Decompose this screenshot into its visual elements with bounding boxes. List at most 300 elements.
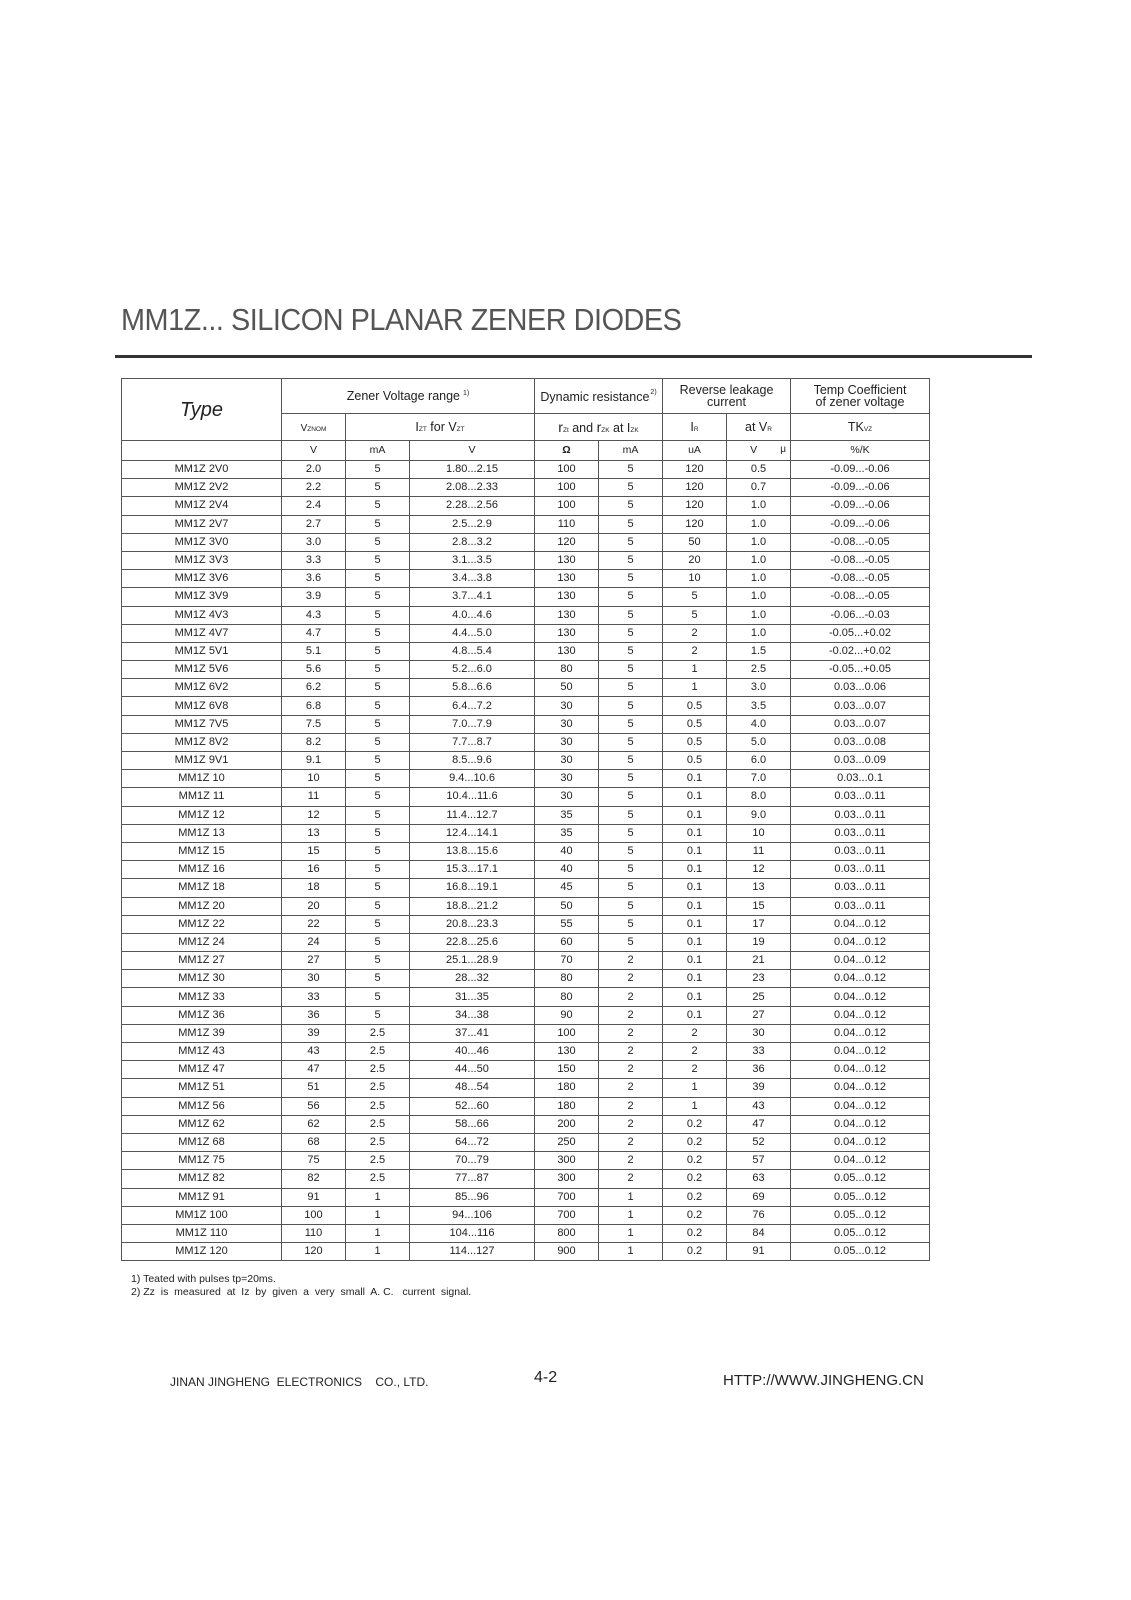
cell-izk: 5 [599,606,663,624]
cell-type: MM1Z 2V2 [122,479,282,497]
cell-rzt: 800 [535,1224,599,1242]
cell-izt: 2.5 [346,1097,410,1115]
and-text: and [568,420,597,435]
cell-ir: 120 [663,461,727,479]
cell-izt: 5 [346,588,410,606]
vr-subscript: R [767,425,772,433]
table-row [122,788,930,806]
cell-vznom: 16 [282,861,346,879]
cell-type: MM1Z 110 [122,1224,282,1242]
footnotes [131,1273,471,1299]
cell-izt: 5 [346,697,410,715]
cell-tkvz: 0.04...0.12 [791,1152,930,1170]
cell-vznom: 15 [282,842,346,860]
cell-vz-range: 25.1...28.9 [410,952,535,970]
cell-izt: 5 [346,733,410,751]
cell-rzt: 40 [535,842,599,860]
cell-izt: 5 [346,551,410,569]
cell-izk: 5 [599,697,663,715]
cell-rzt: 50 [535,897,599,915]
cell-izk: 2 [599,952,663,970]
table-row [122,479,930,497]
cell-vr: 76 [727,1206,791,1224]
cell-vr: 1.0 [727,570,791,588]
cell-izk: 5 [599,897,663,915]
unit-v-vr [727,441,791,461]
cell-izk: 1 [599,1188,663,1206]
cell-izk: 5 [599,479,663,497]
cell-vz-range: 40...46 [410,1043,535,1061]
cell-vz-range: 70...79 [410,1152,535,1170]
cell-type: MM1Z 24 [122,933,282,951]
cell-vz-range: 18.8...21.2 [410,897,535,915]
cell-vz-range: 15.3...17.1 [410,861,535,879]
cell-type: MM1Z 56 [122,1097,282,1115]
vznom-header [282,414,346,441]
cell-tkvz: 0.03...0.11 [791,788,930,806]
cell-izt: 5 [346,461,410,479]
cell-izk: 2 [599,970,663,988]
cell-tkvz: -0.08...-0.05 [791,551,930,569]
cell-vz-range: 9.4...10.6 [410,770,535,788]
cell-tkvz: 0.04...0.12 [791,1097,930,1115]
cell-izk: 2 [599,1097,663,1115]
cell-vz-range: 94...106 [410,1206,535,1224]
cell-type: MM1Z 22 [122,915,282,933]
cell-tkvz: -0.08...-0.05 [791,588,930,606]
cell-rzt: 80 [535,970,599,988]
cell-vznom: 3.9 [282,588,346,606]
cell-izk: 5 [599,733,663,751]
cell-tkvz: 0.04...0.12 [791,1043,930,1061]
cell-ir: 0.1 [663,1006,727,1024]
cell-ir: 0.1 [663,842,727,860]
cell-vz-range: 10.4...11.6 [410,788,535,806]
table-row [122,1097,930,1115]
cell-vr: 1.0 [727,606,791,624]
ir-header [663,414,727,441]
cell-ir: 10 [663,570,727,588]
cell-type: MM1Z 5V1 [122,642,282,660]
cell-type: MM1Z 4V3 [122,606,282,624]
cell-type: MM1Z 62 [122,1115,282,1133]
cell-izk: 5 [599,570,663,588]
cell-vznom: 30 [282,970,346,988]
cell-izt: 5 [346,988,410,1006]
cell-izk: 2 [599,1061,663,1079]
table-row [122,897,930,915]
dynamic-resistance-header [535,379,663,414]
cell-vznom: 22 [282,915,346,933]
cell-type: MM1Z 13 [122,824,282,842]
cell-rzt: 30 [535,715,599,733]
cell-vz-range: 52...60 [410,1097,535,1115]
cell-vr: 52 [727,1133,791,1151]
cell-type: MM1Z 2V0 [122,461,282,479]
cell-type: MM1Z 68 [122,1133,282,1151]
unit-ma-izk: mA [599,441,663,461]
table-row [122,533,930,551]
cell-vznom: 8.2 [282,733,346,751]
table-row [122,861,930,879]
cell-izt: 5 [346,497,410,515]
cell-izk: 2 [599,1152,663,1170]
cell-izk: 2 [599,988,663,1006]
cell-izk: 5 [599,624,663,642]
cell-tkvz: 0.04...0.12 [791,970,930,988]
rzk-symbol: r [596,418,602,435]
cell-vznom: 47 [282,1061,346,1079]
cell-type: MM1Z 11 [122,788,282,806]
cell-izt: 5 [346,533,410,551]
cell-ir: 1 [663,661,727,679]
cell-type: MM1Z 36 [122,1006,282,1024]
cell-rzt: 180 [535,1079,599,1097]
cell-tkvz: 0.04...0.12 [791,988,930,1006]
cell-vr: 19 [727,933,791,951]
rzk-subscript: ZK [601,426,610,434]
table-row [122,1243,930,1261]
cell-type: MM1Z 8V2 [122,733,282,751]
cell-vznom: 3.3 [282,551,346,569]
cell-ir: 0.2 [663,1243,727,1261]
cell-izt: 5 [346,824,410,842]
cell-izt: 5 [346,515,410,533]
cell-vr: 33 [727,1043,791,1061]
header-row-units [122,441,930,461]
cell-izt: 5 [346,715,410,733]
cell-vz-range: 6.4...7.2 [410,697,535,715]
cell-vr: 4.0 [727,715,791,733]
cell-tkvz: 0.05...0.12 [791,1224,930,1242]
cell-vz-range: 44...50 [410,1061,535,1079]
rzt-subscript: Zt [562,426,569,434]
cell-izt: 2.5 [346,1170,410,1188]
cell-vz-range: 3.4...3.8 [410,570,535,588]
cell-type: MM1Z 5V6 [122,661,282,679]
cell-izt: 5 [346,842,410,860]
cell-tkvz: 0.03...0.11 [791,897,930,915]
cell-izt: 1 [346,1224,410,1242]
cell-ir: 120 [663,479,727,497]
cell-vznom: 6.2 [282,679,346,697]
cell-rzt: 130 [535,642,599,660]
cell-tkvz: -0.08...-0.05 [791,533,930,551]
cell-rzt: 250 [535,1133,599,1151]
cell-ir: 1 [663,1097,727,1115]
cell-ir: 0.5 [663,715,727,733]
cell-rzt: 80 [535,988,599,1006]
cell-tkvz: 0.03...0.09 [791,752,930,770]
cell-vr: 1.0 [727,497,791,515]
cell-izt: 2.5 [346,1115,410,1133]
cell-izt: 5 [346,970,410,988]
cell-ir: 20 [663,551,727,569]
unit-ua: uA [663,441,727,461]
table-body [122,461,930,1261]
page-title: MM1Z... SILICON PLANAR ZENER DIODES [121,302,682,337]
cell-vz-range: 37...41 [410,1024,535,1042]
cell-vz-range: 114...127 [410,1243,535,1261]
cell-type: MM1Z 16 [122,861,282,879]
cell-vznom: 82 [282,1170,346,1188]
table-row [122,515,930,533]
cell-vz-range: 4.0...4.6 [410,606,535,624]
cell-izt: 5 [346,624,410,642]
cell-rzt: 30 [535,733,599,751]
cell-type: MM1Z 6V2 [122,679,282,697]
table-row [122,1188,930,1206]
cell-vz-range: 3.1...3.5 [410,551,535,569]
cell-ir: 0.2 [663,1133,727,1151]
cell-izt: 2.5 [346,1079,410,1097]
cell-vznom: 39 [282,1024,346,1042]
cell-type: MM1Z 3V0 [122,533,282,551]
table-row [122,551,930,569]
cell-ir: 0.2 [663,1206,727,1224]
cell-type: MM1Z 4V7 [122,624,282,642]
cell-type: MM1Z 9V1 [122,752,282,770]
cell-izt: 5 [346,915,410,933]
cell-tkvz: 0.03...0.11 [791,861,930,879]
cell-ir: 5 [663,606,727,624]
cell-vz-range: 11.4...12.7 [410,806,535,824]
cell-vz-range: 104...116 [410,1224,535,1242]
cell-vr: 11 [727,842,791,860]
cell-izt: 5 [346,661,410,679]
cell-vz-range: 64...72 [410,1133,535,1151]
cell-ir: 0.2 [663,1152,727,1170]
cell-ir: 5 [663,588,727,606]
cell-rzt: 130 [535,570,599,588]
cell-vznom: 11 [282,788,346,806]
cell-tkvz: 0.03...0.11 [791,842,930,860]
cell-vr: 7.0 [727,770,791,788]
cell-type: MM1Z 2V7 [122,515,282,533]
cell-tkvz: 0.03...0.1 [791,770,930,788]
cell-vr: 2.5 [727,661,791,679]
cell-type: MM1Z 120 [122,1243,282,1261]
cell-tkvz: 0.03...0.11 [791,806,930,824]
cell-rzt: 90 [535,1006,599,1024]
at-vr-text: at V [745,419,768,434]
cell-izt: 5 [346,806,410,824]
cell-ir: 0.5 [663,697,727,715]
table-row [122,588,930,606]
cell-vz-range: 31...35 [410,988,535,1006]
footer-url: HTTP://WWW.JINGHENG.CN [723,1372,924,1389]
table-row [122,497,930,515]
cell-type: MM1Z 82 [122,1170,282,1188]
cell-vznom: 2.2 [282,479,346,497]
cell-ir: 0.1 [663,788,727,806]
cell-vr: 8.0 [727,788,791,806]
cell-ir: 0.1 [663,915,727,933]
cell-izk: 5 [599,533,663,551]
cell-ir: 0.5 [663,752,727,770]
cell-rzt: 55 [535,915,599,933]
cell-tkvz: 0.03...0.11 [791,824,930,842]
cell-vznom: 33 [282,988,346,1006]
cell-ir: 0.1 [663,952,727,970]
cell-rzt: 100 [535,479,599,497]
cell-vznom: 5.1 [282,642,346,660]
temp-coefficient-line1: Temp Coefficient [813,382,907,397]
cell-rzt: 120 [535,533,599,551]
cell-type: MM1Z 7V5 [122,715,282,733]
cell-vz-range: 4.4...5.0 [410,624,535,642]
cell-izk: 5 [599,879,663,897]
cell-tkvz: 0.03...0.08 [791,733,930,751]
cell-vr: 10 [727,824,791,842]
cell-rzt: 700 [535,1206,599,1224]
type-header: Type [122,379,282,441]
cell-vznom: 120 [282,1243,346,1261]
cell-ir: 0.2 [663,1188,727,1206]
cell-izt: 5 [346,897,410,915]
unit-ma: mA [346,441,410,461]
temp-coefficient-header [791,379,930,414]
cell-ir: 0.1 [663,988,727,1006]
cell-type: MM1Z 43 [122,1043,282,1061]
cell-rzt: 30 [535,788,599,806]
cell-type: MM1Z 51 [122,1079,282,1097]
cell-izt: 2.5 [346,1043,410,1061]
ir-subscript: R [693,425,699,433]
cell-rzt: 130 [535,588,599,606]
cell-izt: 5 [346,861,410,879]
cell-rzt: 30 [535,697,599,715]
cell-tkvz: 0.03...0.07 [791,715,930,733]
ir-symbol: I [690,419,694,434]
cell-vr: 43 [727,1097,791,1115]
cell-izk: 5 [599,861,663,879]
table-row [122,915,930,933]
cell-rzt: 130 [535,551,599,569]
cell-vznom: 24 [282,933,346,951]
cell-vr: 39 [727,1079,791,1097]
unit-ohm: Ω [535,441,599,461]
cell-vznom: 2.0 [282,461,346,479]
cell-izk: 5 [599,933,663,951]
cell-ir: 50 [663,533,727,551]
reverse-leakage-header [663,379,791,414]
cell-vz-range: 2.8...3.2 [410,533,535,551]
cell-vz-range: 2.08...2.33 [410,479,535,497]
unit-v: V [282,441,346,461]
cell-izt: 2.5 [346,1152,410,1170]
cell-rzt: 100 [535,1024,599,1042]
cell-izk: 5 [599,770,663,788]
cell-vr: 30 [727,1024,791,1042]
cell-vr: 84 [727,1224,791,1242]
title-divider [115,355,1032,358]
cell-vz-range: 20.8...23.3 [410,915,535,933]
tk-subscript: VZ [863,425,873,433]
note2-mark: 2) [650,388,657,396]
cell-izk: 5 [599,824,663,842]
cell-vr: 12 [727,861,791,879]
cell-vr: 6.0 [727,752,791,770]
cell-izk: 5 [599,715,663,733]
cell-rzt: 70 [535,952,599,970]
cell-ir: 1 [663,679,727,697]
zener-voltage-label: Zener Voltage range [346,388,461,403]
cell-vz-range: 28...32 [410,970,535,988]
cell-rzt: 80 [535,661,599,679]
cell-vz-range: 7.0...7.9 [410,715,535,733]
cell-rzt: 30 [535,770,599,788]
cell-vr: 1.5 [727,642,791,660]
cell-izt: 2.5 [346,1061,410,1079]
cell-ir: 2 [663,1043,727,1061]
cell-vznom: 12 [282,806,346,824]
cell-type: MM1Z 27 [122,952,282,970]
reverse-leakage-line2: current [707,395,746,409]
table-row [122,461,930,479]
table-row [122,952,930,970]
cell-ir: 0.5 [663,733,727,751]
table-row [122,1043,930,1061]
cell-type: MM1Z 100 [122,1206,282,1224]
cell-vr: 3.5 [727,697,791,715]
cell-vr: 17 [727,915,791,933]
cell-type: MM1Z 75 [122,1152,282,1170]
table-row [122,1115,930,1133]
vzt-subscript: ZT [456,425,465,433]
cell-izt: 5 [346,933,410,951]
table-row [122,1133,930,1151]
cell-tkvz: -0.05...+0.02 [791,624,930,642]
table-row [122,752,930,770]
table-row [122,1024,930,1042]
cell-type: MM1Z 2V4 [122,497,282,515]
cell-izk: 5 [599,842,663,860]
cell-izk: 2 [599,1079,663,1097]
note1-mark: 1) [463,389,470,397]
cell-vznom: 10 [282,770,346,788]
cell-vr: 5.0 [727,733,791,751]
cell-ir: 0.1 [663,861,727,879]
cell-type: MM1Z 33 [122,988,282,1006]
table-row [122,770,930,788]
table-row [122,1079,930,1097]
table-row [122,642,930,660]
cell-type: MM1Z 20 [122,897,282,915]
cell-vznom: 2.7 [282,515,346,533]
cell-izk: 5 [599,679,663,697]
cell-rzt: 130 [535,624,599,642]
cell-izk: 5 [599,788,663,806]
cell-vr: 13 [727,879,791,897]
cell-rzt: 60 [535,933,599,951]
cell-vznom: 3.6 [282,570,346,588]
cell-izt: 5 [346,642,410,660]
cell-vr: 23 [727,970,791,988]
cell-vz-range: 4.8...5.4 [410,642,535,660]
cell-vz-range: 2.5...2.9 [410,515,535,533]
cell-vznom: 36 [282,1006,346,1024]
table-row [122,1206,930,1224]
cell-tkvz: -0.09...-0.06 [791,515,930,533]
cell-tkvz: 0.03...0.11 [791,879,930,897]
cell-izk: 5 [599,806,663,824]
cell-izt: 2.5 [346,1024,410,1042]
cell-type: MM1Z 15 [122,842,282,860]
cell-izk: 5 [599,497,663,515]
cell-izt: 5 [346,606,410,624]
cell-vznom: 5.6 [282,661,346,679]
